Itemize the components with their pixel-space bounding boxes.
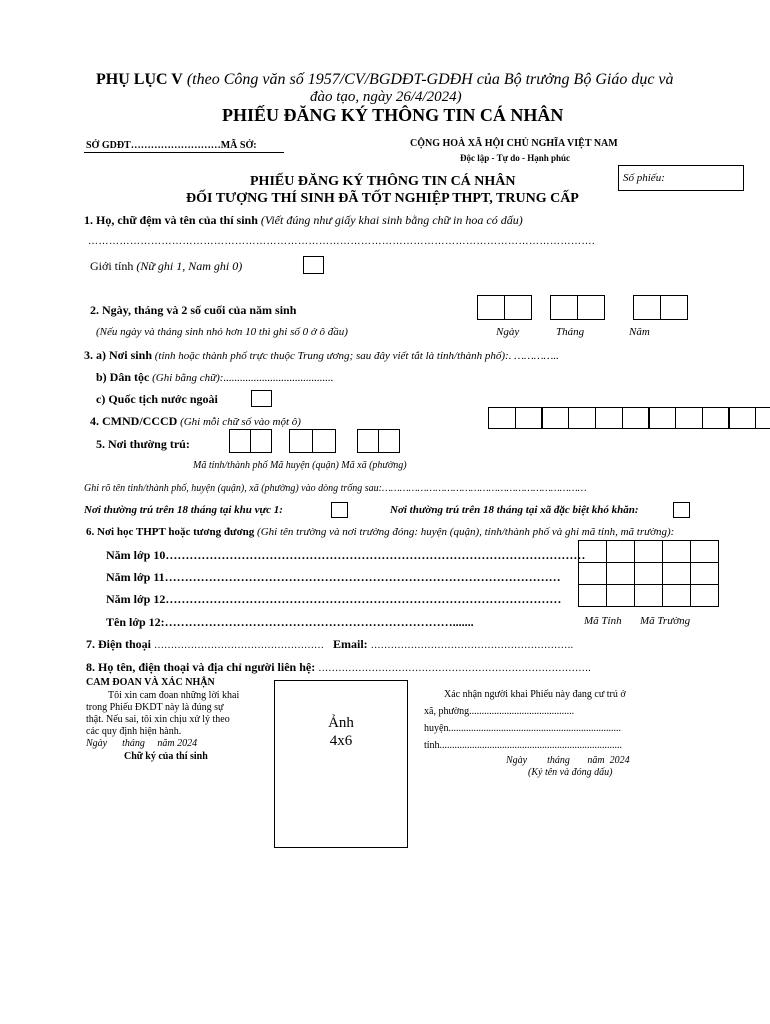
appendix-note-line2: đào tạo, ngày 26/4/2024) — [310, 89, 462, 105]
confirmation-line-1: Xác nhận người khai Phiếu này đang cư trú ở — [444, 689, 626, 700]
form-title: PHIẾU ĐĂNG KÝ THÔNG TIN CÁ NHÂN — [250, 174, 516, 189]
school-code-grid[interactable] — [578, 540, 719, 607]
confirmation-district[interactable]: huyện..................................................................... — [424, 723, 621, 734]
commitment-line-2: trong Phiếu ĐKDT này là đúng sự — [86, 702, 224, 713]
ethnicity-hint: (Ghi bằng chữ):........................................ — [152, 372, 334, 384]
birthplace-hint: (tỉnh hoặc thành phố trực thuộc Trung ương; sau đây viết tắt là tỉnh/thành phố):. ………….. — [154, 350, 559, 362]
contact-row[interactable] — [86, 660, 591, 675]
commitment-line-1: Tôi xin cam đoan những lời khai — [108, 690, 240, 701]
confirmation-commune[interactable]: xã, phường.......................................... — [424, 706, 575, 717]
phone-input[interactable]: …………………………………………… — [154, 640, 325, 651]
district-code-boxes[interactable] — [289, 429, 334, 453]
highschool-label: 6. Nơi học THPT hoặc tương đương — [86, 526, 255, 538]
commitment-line-4: các quy định hiện hành. — [86, 726, 182, 737]
confirmation-sign: (Ký tên và đóng dấu) — [528, 767, 613, 778]
form-subtitle: ĐỐI TƯỢNG THÍ SINH ĐÃ TỐT NGHIỆP THPT, TRUNG CẤP — [186, 191, 579, 206]
dob-label: 2. Ngày, tháng và 2 số cuối của năm sinh — [90, 303, 297, 317]
birthplace-row[interactable] — [84, 348, 559, 363]
grade12-input[interactable]: Năm lớp 12……………………………………………………………………………………… — [106, 592, 562, 606]
day-caption: Ngày — [496, 326, 520, 338]
email-label: Email: — [333, 637, 368, 651]
id-hint: (Ghi mỗi chữ số vào một ô) — [180, 416, 301, 428]
confirmation-date: Ngày tháng năm 2024 — [506, 755, 630, 766]
school-code-caption: Mã Trường — [640, 615, 691, 627]
special-commune-box[interactable] — [673, 502, 690, 518]
residence-detail-input[interactable]: Ghi rõ tên tỉnh/thành phố, huyện (quận), xã (phường) vào dòng trống sau:…………………………………………………………… — [84, 483, 587, 494]
form-number-label: Số phiếu: — [623, 172, 665, 184]
foreign-nationality-box[interactable] — [251, 390, 272, 407]
zone1-label: Nơi thường trú trên 18 tháng tại khu vực 1: — [84, 504, 283, 516]
department-code-field[interactable]: SỞ GDĐT………………………MÃ SỞ: — [86, 140, 257, 151]
residence-label: 5. Nơi thường trú: — [96, 437, 190, 451]
photo-size: 4x6 — [329, 733, 353, 749]
month-boxes[interactable] — [550, 295, 603, 320]
republic-title: CỘNG HOÀ XÃ HỘI CHỦ NGHĨA VIỆT NAM — [410, 138, 618, 149]
page-title: PHIẾU ĐĂNG KÝ THÔNG TIN CÁ NHÂN — [222, 105, 564, 125]
section-1-heading — [84, 213, 523, 228]
phone-label: 7. Điện thoại — [86, 637, 152, 651]
commitment-title: CAM ĐOAN VÀ XÁC NHẬN — [86, 677, 215, 688]
highschool-heading — [86, 526, 674, 538]
commitment-line-3: thật. Nếu sai, tôi xin chịu xử lý theo — [86, 714, 230, 725]
email-row[interactable] — [333, 637, 573, 652]
appendix-header — [96, 71, 674, 89]
id-label: 4. CMND/CCCD — [90, 414, 178, 428]
header-divider — [84, 152, 284, 153]
special-commune-label: Nơi thường trú trên 18 tháng tại xã đặc biệt khó khăn: — [390, 504, 639, 516]
year-boxes[interactable] — [633, 295, 686, 320]
zone1-box[interactable] — [331, 502, 348, 518]
appendix-title: PHỤ LỤC V — [96, 71, 183, 88]
grade12-name-input[interactable]: Tên lớp 12:………………………………………………………………....... — [106, 615, 474, 629]
fullname-label: 1. Họ, chữ đệm và tên của thí sinh — [84, 213, 258, 227]
phone-row[interactable] — [86, 637, 324, 652]
year-caption: Năm — [629, 326, 650, 338]
gender-row — [90, 259, 242, 274]
id-row — [90, 414, 301, 429]
photo-label: Ảnh — [328, 715, 354, 731]
fullname-input[interactable]: ………………………………………………………………………………………………………………………………. — [88, 236, 595, 247]
confirmation-province[interactable]: tỉnh......................................................................... — [424, 740, 623, 751]
grade11-input[interactable]: Năm lớp 11……………………………………………………………………………………… — [106, 570, 561, 584]
appendix-note: (theo Công văn số 1957/CV/BGDĐT-GDĐH của Bộ trưởng Bộ Giáo dục và — [186, 71, 674, 88]
commune-code-boxes[interactable] — [357, 429, 398, 453]
ethnicity-label: b) Dân tộc — [96, 370, 150, 384]
fullname-hint: (Viết đúng như giấy khai sinh bằng chữ in hoa có dấu) — [260, 213, 523, 227]
province-code-boxes[interactable] — [229, 429, 270, 453]
form-number-box[interactable] — [618, 165, 744, 191]
birthplace-label: 3. a) Nơi sinh — [84, 348, 152, 362]
gender-label: Giới tính — [90, 259, 134, 273]
contact-input[interactable]: ………………………………………………………………………. — [318, 663, 591, 674]
gender-box[interactable] — [303, 256, 324, 274]
dob-hint: (Nếu ngày và tháng sinh nhỏ hơn 10 thì ghi số 0 ở ô đầu) — [96, 326, 348, 338]
ethnicity-row[interactable] — [96, 370, 333, 385]
province-code-caption: Mã Tỉnh — [584, 615, 622, 627]
day-boxes[interactable] — [477, 295, 530, 320]
email-input[interactable]: ……………………………………………………. — [370, 640, 574, 651]
highschool-hint: (Ghi tên trường và nơi trường đóng: huyện (quận), tỉnh/thành phố và ghi mã tỉnh, mã trường): — [257, 526, 675, 538]
month-caption: Tháng — [556, 326, 585, 338]
contact-label: 8. Họ tên, điện thoại và địa chỉ người liên hệ: — [86, 660, 316, 674]
foreign-nationality-label: c) Quốc tịch nước ngoài — [96, 392, 218, 406]
grade10-input[interactable]: Năm lớp 10…………………………………………………………………………………………… — [106, 548, 586, 562]
photo-box[interactable] — [274, 680, 408, 848]
national-motto: Độc lập - Tự do - Hạnh phúc — [460, 153, 571, 163]
commitment-date: Ngày tháng năm 2024 — [86, 738, 198, 749]
id-number-boxes[interactable] — [488, 407, 770, 429]
gender-hint: (Nữ ghi 1, Nam ghi 0) — [136, 259, 243, 273]
signature-label: Chữ ký của thí sinh — [124, 751, 208, 762]
residence-codes-caption: Mã tỉnh/thành phố Mã huyện (quận) Mã xã (phường) — [193, 460, 407, 471]
